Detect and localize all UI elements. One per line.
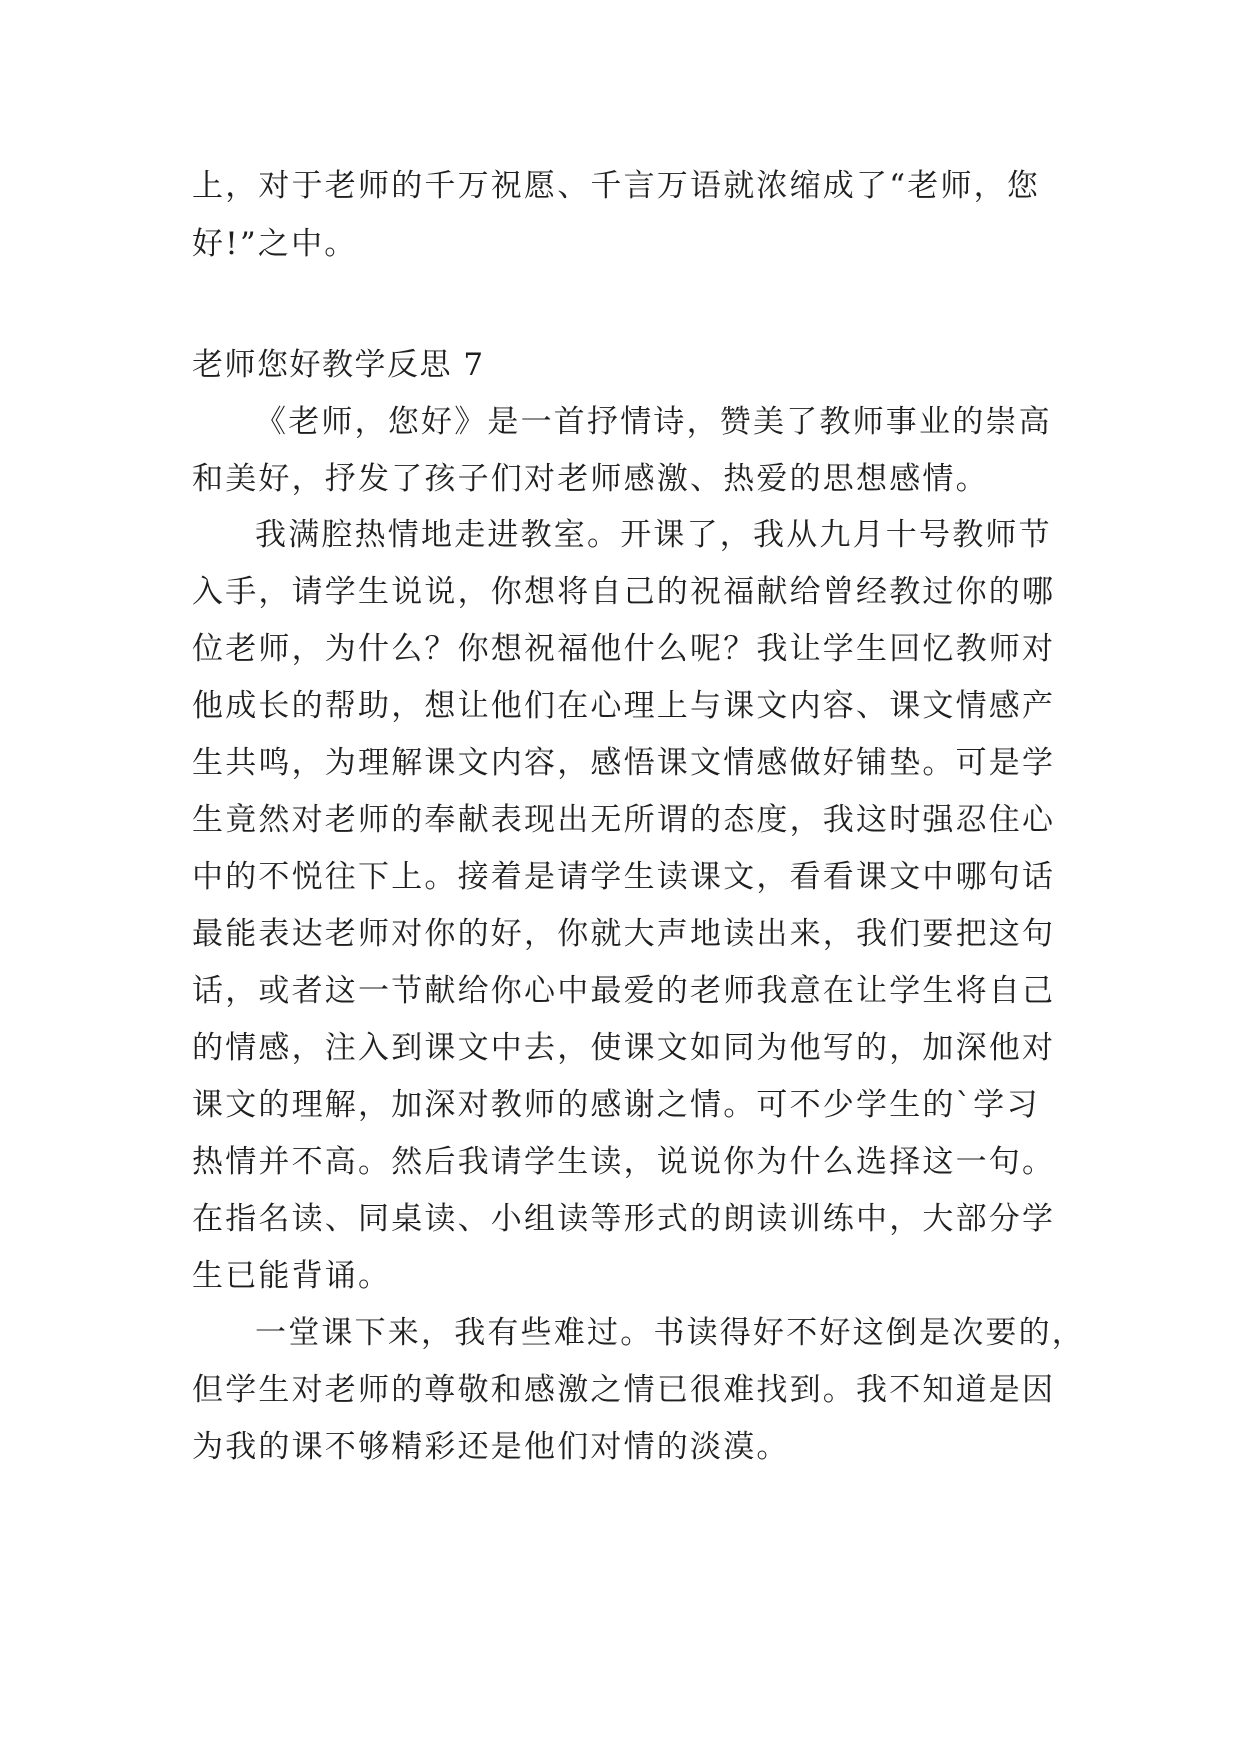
paragraph-2-line-13: 在指名读、同桌读、小组读等形式的朗读训练中，大部分学: [192, 1201, 1056, 1237]
paragraph-2-line-2: 入手，请学生说说，你想将自己的祝福献给曾经教过你的哪: [192, 574, 1056, 610]
continuation-line-1: 上，对于老师的千万祝愿、千言万语就浓缩成了“老师，您: [192, 168, 1041, 204]
section-title: 老师您好教学反思 7: [192, 347, 485, 383]
paragraph-1-line-1: 《老师，您好》是一首抒情诗，赞美了教师事业的崇高: [255, 404, 1052, 440]
paragraph-2-line-14: 生已能背诵。: [192, 1258, 392, 1294]
paragraph-2-line-8: 最能表达老师对你的好，你就大声地读出来，我们要把这句: [192, 916, 1056, 952]
paragraph-2-line-4: 他成长的帮助，想让他们在心理上与课文内容、课文情感产: [192, 688, 1056, 724]
paragraph-2-line-5: 生共鸣，为理解课文内容，感悟课文情感做好铺垫。可是学: [192, 745, 1056, 781]
paragraph-2-line-12: 热情并不高。然后我请学生读，说说你为什么选择这一句。: [192, 1144, 1056, 1180]
paragraph-2-line-10: 的情感，注入到课文中去，使课文如同为他写的，加深他对: [192, 1030, 1056, 1066]
paragraph-2-line-6: 生竟然对老师的奉献表现出无所谓的态度，我这时强忍住心: [192, 802, 1056, 838]
continuation-line-2: 好!”之中。: [192, 226, 358, 262]
paragraph-1-line-2: 和美好，抒发了孩子们对老师感激、热爱的思想感情。: [192, 461, 989, 497]
paragraph-3-line-1: 一堂课下来，我有些难过。书读得好不好这倒是次要的，: [255, 1315, 1085, 1351]
paragraph-2-line-3: 位老师，为什么？你想祝福他什么呢？我让学生回忆教师对: [192, 631, 1056, 667]
paragraph-2-line-1: 我满腔热情地走进教室。开课了，我从九月十号教师节: [255, 517, 1052, 553]
paragraph-2-line-11: 课文的理解，加深对教师的感谢之情。可不少学生的`学习: [192, 1087, 1040, 1123]
paragraph-3-line-3: 为我的课不够精彩还是他们对情的淡漠。: [192, 1429, 790, 1465]
paragraph-3-line-2: 但学生对老师的尊敬和感激之情已很难找到。我不知道是因: [192, 1372, 1056, 1408]
paragraph-2-line-9: 话，或者这一节献给你心中最爱的老师我意在让学生将自己: [192, 973, 1056, 1009]
paragraph-2-line-7: 中的不悦往下上。接着是请学生读课文，看看课文中哪句话: [192, 859, 1056, 895]
